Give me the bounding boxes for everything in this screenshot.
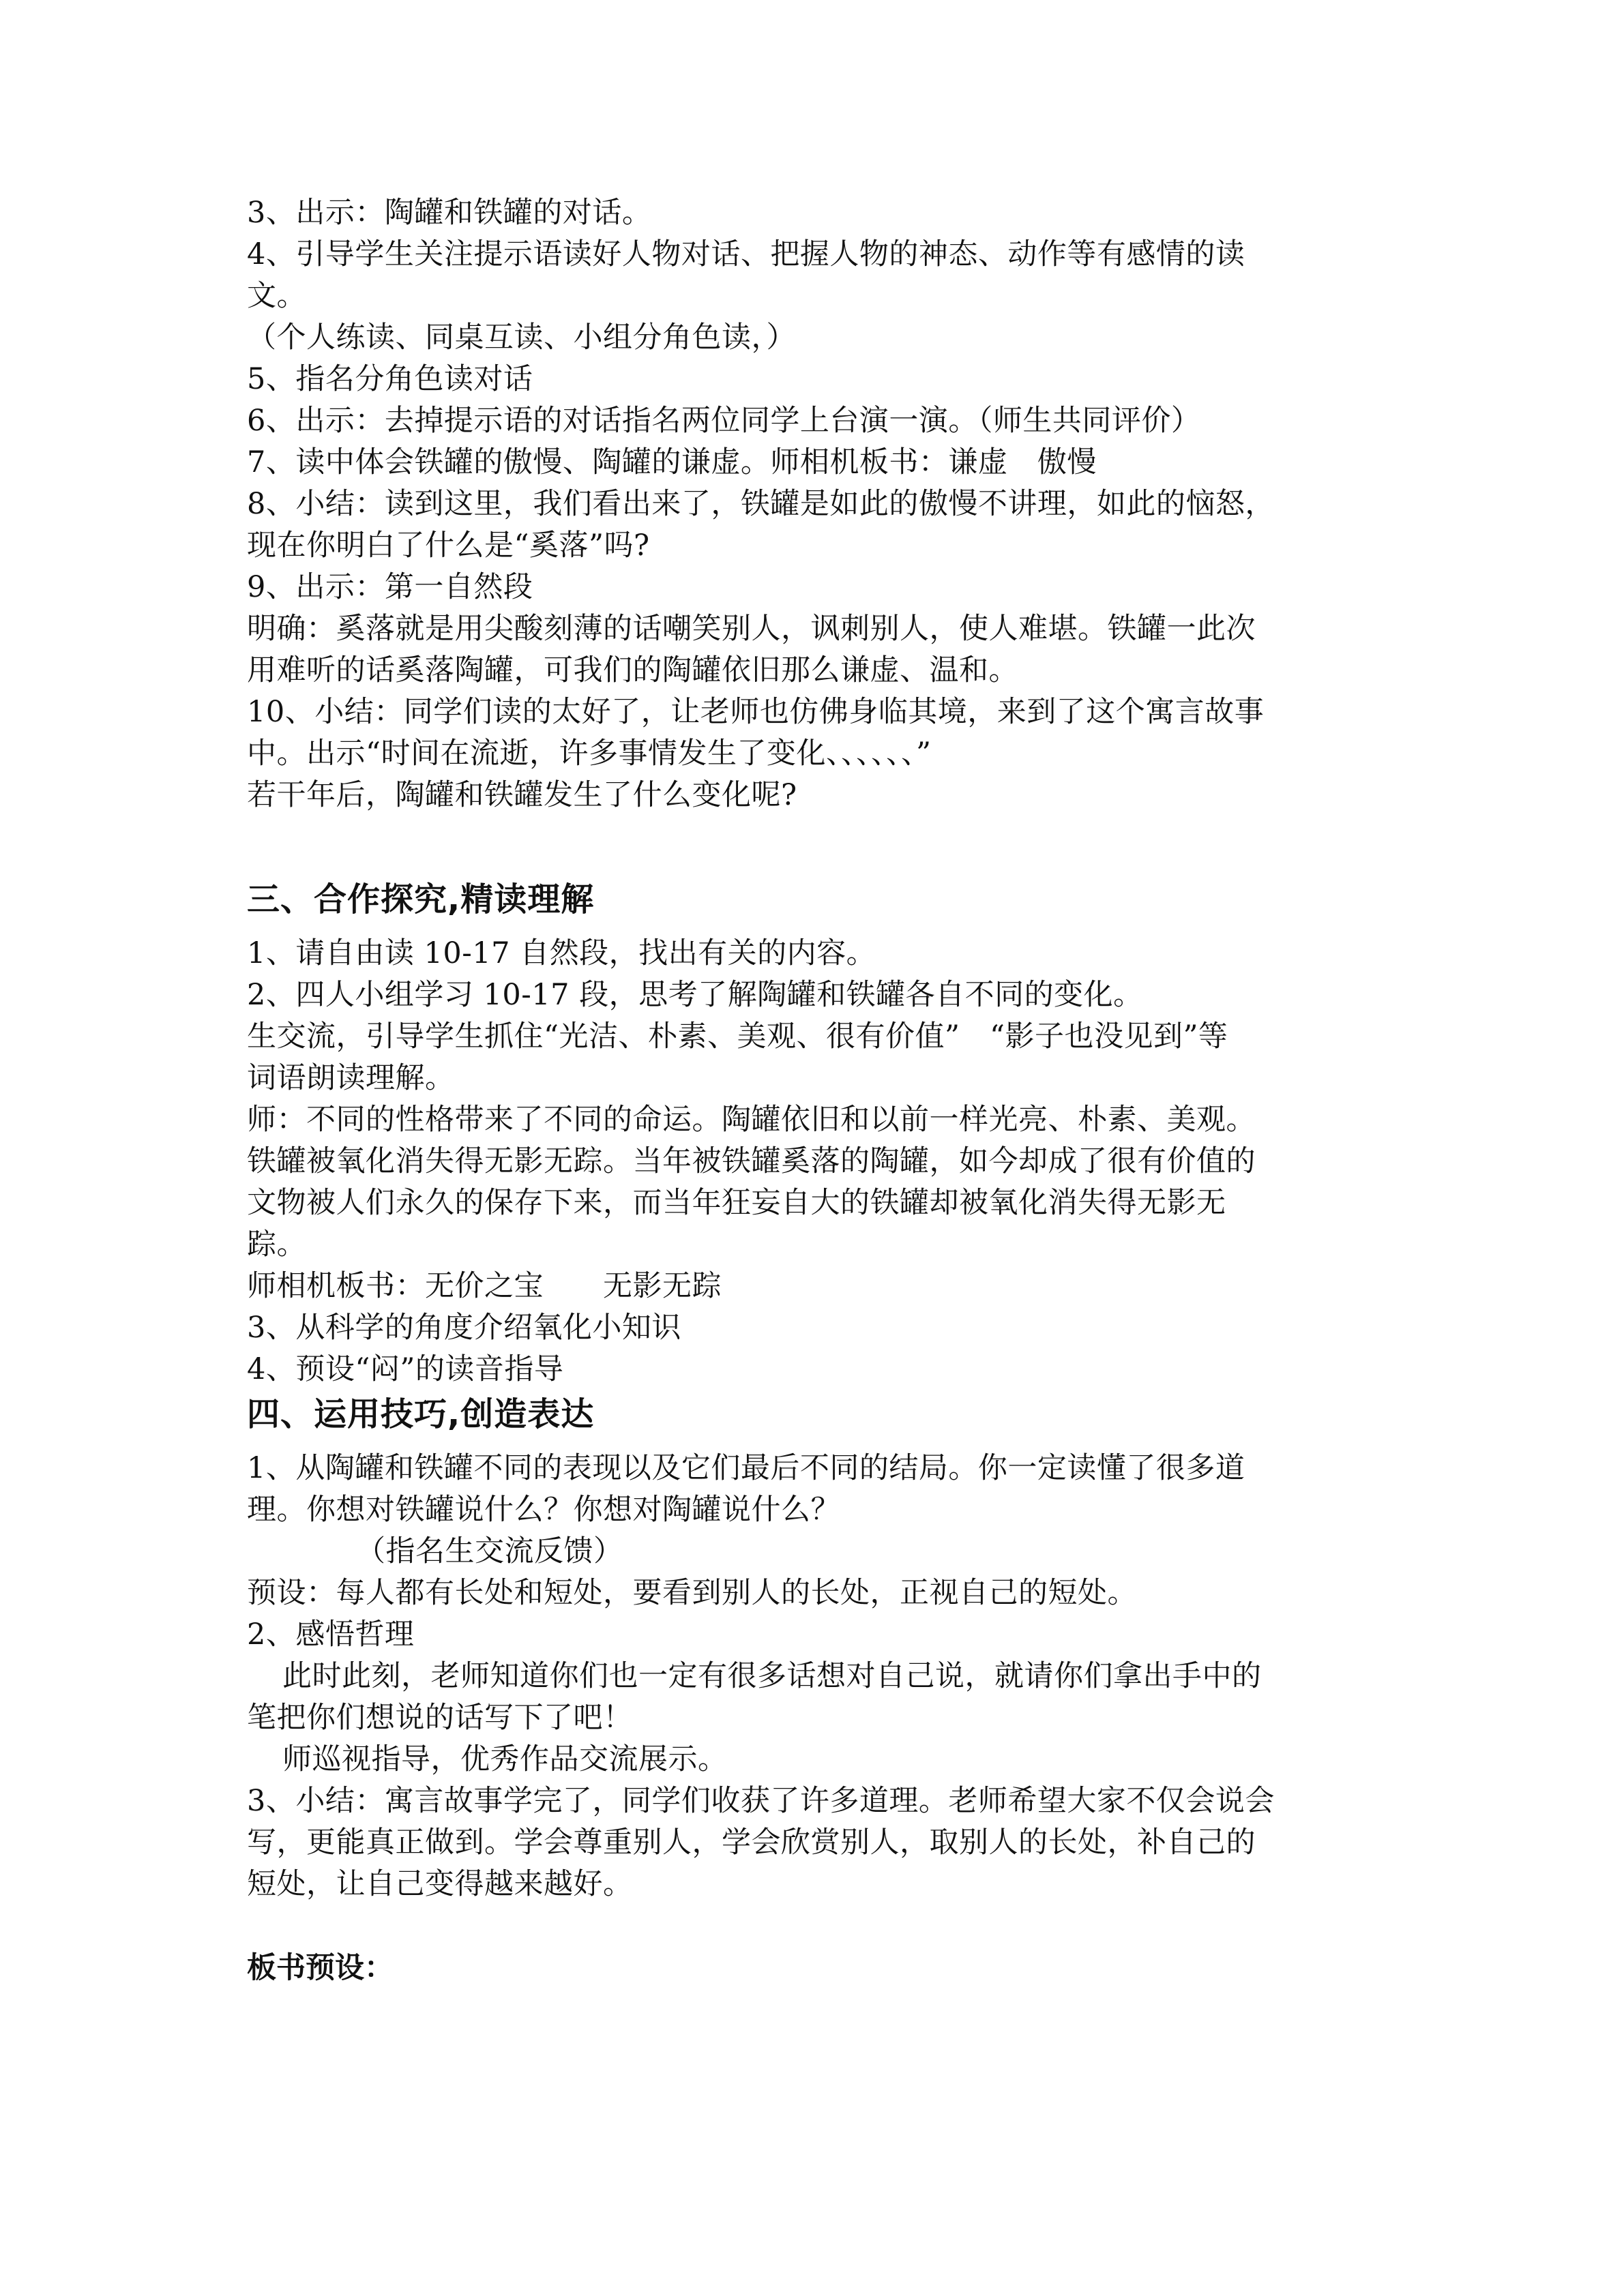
paragraph-line: 师相机板书：无价之宝 无影无踪 (247, 1269, 722, 1303)
paragraph-line: 生交流，引导学生抓住“光洁、朴素、美观、很有价值” “影子也没见到”等 (247, 1019, 1228, 1054)
section3 (247, 876, 1393, 1390)
paragraph-line: 3、小结：寓言故事学完了，同学们收获了许多道理。老师希望大家不仅会说会 (247, 1784, 1275, 1818)
document-page (247, 192, 1393, 1989)
paragraph-line: 1、请自由读 10-17 自然段，找出有关的内容。 (247, 936, 876, 970)
paragraph-line: 理。你想对铁罐说什么？你想对陶罐说什么？ (247, 1493, 840, 1527)
paragraph-line: 用难听的话奚落陶罐，可我们的陶罐依旧那么谦虚、温和。 (247, 653, 1018, 687)
paragraph-line: 5、指名分角色读对话 (247, 362, 533, 396)
paragraph-line: 3、从科学的角度介绍氧化小知识 (247, 1311, 681, 1345)
paragraph-line-indented: 此时此刻，老师知道你们也一定有很多话想对自己说，就请你们拿出手中的 (282, 1659, 1262, 1693)
paragraph-line-indented: 师巡视指导，优秀作品交流展示。 (282, 1742, 728, 1776)
paragraph-line: 师：不同的性格带来了不同的命运。陶罐依旧和以前一样光亮、朴素、美观。 (247, 1103, 1256, 1137)
paragraph-line: 现在你明白了什么是“奚落”吗? (247, 528, 650, 563)
section4-heading: 四、运用技巧,创造表达 (247, 1395, 595, 1433)
paragraph-line: 2、四人小组学习 10-17 段，思考了解陶罐和铁罐各自不同的变化。 (247, 978, 1143, 1012)
paragraph-line: 10、小结：同学们读的太好了，让老师也仿佛身临其境，来到了这个寓言故事 (247, 695, 1265, 729)
paragraph-line: 4、引导学生关注提示语读好人物对话、把握人物的神态、动作等有感情的读 (247, 237, 1245, 271)
paragraph-line: 若干年后，陶罐和铁罐发生了什么变化呢? (247, 778, 797, 812)
paragraph-line: 2、感悟哲理 (247, 1617, 415, 1652)
paragraph-line: 9、出示：第一自然段 (247, 570, 533, 604)
paragraph-line: 7、读中体会铁罐的傲慢、陶罐的谦虚。师相机板书：谦虚 傲慢 (247, 445, 1097, 479)
section3-heading: 三、合作探究,精读理解 (247, 880, 595, 919)
paragraph-line: 词语朗读理解。 (247, 1061, 455, 1095)
paragraph-line: 写，更能真正做到。学会尊重别人，学会欣赏别人，取别人的长处，补自己的 (247, 1825, 1256, 1860)
paragraph-line-indented: （指名生交流反馈） (356, 1534, 623, 1568)
paragraph-line: 明确：奚落就是用尖酸刻薄的话嘲笑别人，讽刺别人，使人难堪。铁罐一此次 (247, 612, 1256, 646)
board-design-label: 板书预设： (247, 1951, 394, 1985)
section4 (247, 1390, 1393, 1905)
paragraph-line: 1、从陶罐和铁罐不同的表现以及它们最后不同的结局。你一定读懂了很多道 (247, 1451, 1245, 1485)
paragraph-line: 笔把你们想说的话写下了吧！ (247, 1701, 633, 1735)
section2-continuation (247, 192, 1393, 816)
paragraph-line: 短处，让自己变得越来越好。 (247, 1867, 633, 1901)
paragraph-line: （个人练读、同桌互读、小组分角色读，） (247, 320, 796, 355)
paragraph-line: 3、出示：陶罐和铁罐的对话。 (247, 196, 652, 230)
paragraph-line: 4、预设“闷”的读音指导 (247, 1352, 564, 1386)
paragraph-line: 踪。 (247, 1227, 306, 1262)
paragraph-line: 中。出示“时间在流逝，许多事情发生了变化、、、、、、” (247, 736, 932, 771)
paragraph-line: 6、出示：去掉提示语的对话指名两位同学上台演一演。（师生共同评价） (247, 404, 1201, 438)
paragraph-line: 8、小结：读到这里，我们看出来了，铁罐是如此的傲慢不讲理，如此的恼怒， (247, 487, 1275, 521)
paragraph-line: 铁罐被氧化消失得无影无踪。当年被铁罐奚落的陶罐，如今却成了很有价值的 (247, 1144, 1256, 1178)
paragraph-line: 预设：每人都有长处和短处，要看到别人的长处，正视自己的短处。 (247, 1576, 1137, 1610)
paragraph-line: 文物被人们永久的保存下来，而当年狂妄自大的铁罐却被氧化消失得无影无 (247, 1186, 1226, 1220)
paragraph-line: 文。 (247, 279, 306, 313)
